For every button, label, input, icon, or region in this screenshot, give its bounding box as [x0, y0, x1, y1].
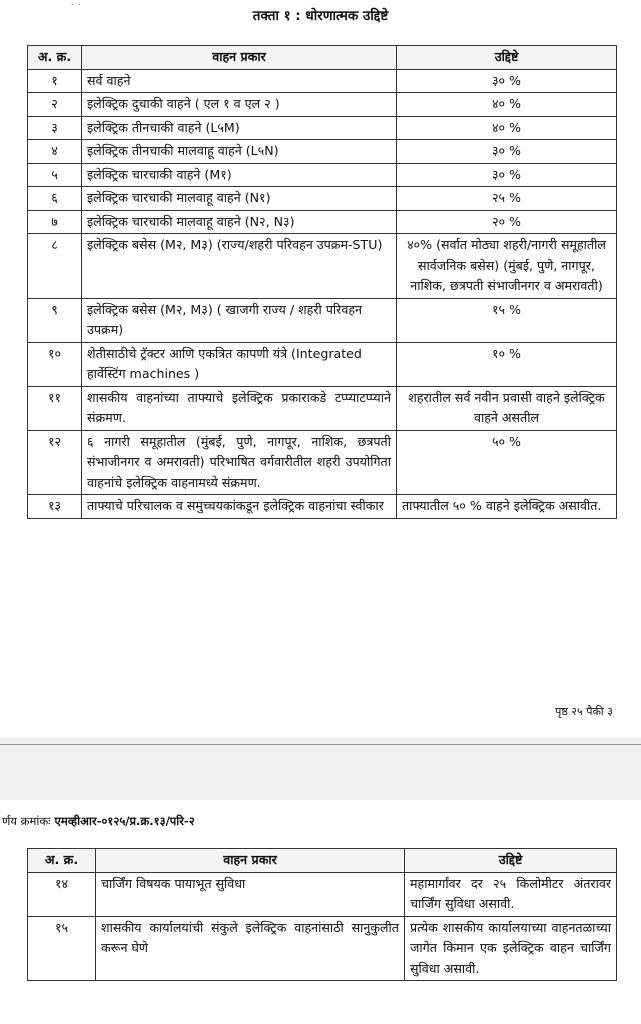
- row-number: ३: [28, 116, 82, 140]
- row-number: ८: [28, 234, 82, 299]
- row-number: १५: [28, 916, 96, 981]
- row-vehicle: इलेक्ट्रिक बसेस (M२, M३) ( खाजगी राज्य / शहरी परिवहन उपक्रम): [82, 298, 397, 342]
- row-target: ४० %: [397, 93, 617, 117]
- header-target: उद्दिष्टे: [397, 46, 617, 70]
- row-vehicle: इलेक्ट्रिक दुचाकी वाहने ( एल १ व एल २ ): [82, 93, 397, 117]
- table-row: [28, 210, 617, 234]
- header-sr-no: अ. क्र.: [28, 46, 82, 70]
- table-row: [28, 430, 617, 495]
- row-vehicle: इलेक्ट्रिक चारचाकी मालवाहू वाहने (N१): [82, 187, 397, 211]
- header-vehicle-type: वाहन प्रकार: [96, 849, 405, 873]
- row-target: ४०% (सर्वात मोठ्या शहरी/नागरी समूहातील सार्वजनिक बसेस) (मुंबई, पुणे, नागपूर, नाशिक, छत्रपती संभाजीनगर व अमरावती): [397, 234, 617, 299]
- row-target: १५ %: [397, 298, 617, 342]
- row-number: ४: [28, 140, 82, 164]
- table-row: [28, 163, 617, 187]
- row-vehicle: शासकीय वाहनांच्या ताफ्याचे इलेक्ट्रिक प्रकाराकडे टप्प्याटप्प्याने संक्रमण.: [82, 386, 397, 430]
- row-number: १०: [28, 342, 82, 386]
- header-target: उद्दिष्टे: [405, 849, 617, 873]
- table-row: [28, 187, 617, 211]
- row-target: ५० %: [397, 430, 617, 495]
- row-number: १४: [28, 872, 96, 916]
- row-number: ६: [28, 187, 82, 211]
- row-target: २५ %: [397, 187, 617, 211]
- row-target: १० %: [397, 342, 617, 386]
- row-number: १३: [28, 495, 82, 519]
- document-page-2: [0, 800, 641, 1024]
- row-vehicle: इलेक्ट्रिक चारचाकी वाहने (M१): [82, 163, 397, 187]
- table-row: [28, 298, 617, 342]
- header-sr-no: अ. क्र.: [28, 849, 96, 873]
- policy-targets-table-continued: [27, 848, 617, 981]
- policy-targets-table: [27, 45, 617, 519]
- row-target: शहरातील सर्व नवीन प्रवासी वाहने इलेक्ट्रिक वाहने असतील: [397, 386, 617, 430]
- table-title: तक्ता १ : धोरणात्मक उद्दिष्टे: [252, 8, 389, 24]
- row-target: ३० %: [397, 140, 617, 164]
- row-number: ९: [28, 298, 82, 342]
- row-number: १२: [28, 430, 82, 495]
- row-number: ११: [28, 386, 82, 430]
- table-header-row: [28, 849, 617, 873]
- row-vehicle: इलेक्ट्रिक तीनचाकी वाहने (L५M): [82, 116, 397, 140]
- table-row: [28, 116, 617, 140]
- row-target: २० %: [397, 210, 617, 234]
- table-row: [28, 386, 617, 430]
- gr-number-value: एमव्हीआर-०१२५/प्र.क्र.१३/परि-२: [54, 814, 195, 828]
- row-vehicle: चार्जिंग विषयक पायाभूत सुविधा: [96, 872, 405, 916]
- row-vehicle: इलेक्ट्रिक बसेस (M२, M३) (राज्य/शहरी परिवहन उपक्रम-STU): [82, 234, 397, 299]
- table-row: [28, 69, 617, 93]
- row-number: ७: [28, 210, 82, 234]
- row-vehicle: शासकीय कार्यालयांची संकुले इलेक्ट्रिक वाहनांसाठी सानुकुलीत करून घेणे: [96, 916, 405, 981]
- page-gap: [0, 738, 641, 800]
- row-vehicle: शेतीसाठीचे ट्रॅक्टर आणि एकत्रित कापणी यंत्रे (Integrated हार्वेस्टिंग machines ): [82, 342, 397, 386]
- header-vehicle-type: वाहन प्रकार: [82, 46, 397, 70]
- row-vehicle: इलेक्ट्रिक चारचाकी मालवाहू वाहने (N२, N३): [82, 210, 397, 234]
- row-target: महामार्गांवर दर २५ किलोमीटर अंतरावर चार्जिंग सुविधा असावी.: [405, 872, 617, 916]
- row-target: ४० %: [397, 116, 617, 140]
- table-row: [28, 93, 617, 117]
- page-edge-mark: ٠ ٠: [70, 0, 82, 9]
- row-vehicle: ६ नागरी समूहातील (मुंबई, पुणे, नागपूर, नाशिक, छत्रपती संभाजीनगर व अमरावती) परिभाषित वर्गवारीतील शहरी उपयोगिता वाहनांचे इलेक्ट्रिक वाहनामध्ये संक्रमण.: [82, 430, 397, 495]
- row-target: ३० %: [397, 163, 617, 187]
- row-number: २: [28, 93, 82, 117]
- row-vehicle: ताफ्याचे परिचालक व समुच्चयकांकडून इलेक्ट्रिक वाहनांचा स्वीकार: [82, 495, 397, 519]
- gr-header: [2, 814, 195, 829]
- table-row: [28, 234, 617, 299]
- row-number: ५: [28, 163, 82, 187]
- row-target: ३० %: [397, 69, 617, 93]
- row-number: १: [28, 69, 82, 93]
- table-row: [28, 872, 617, 916]
- row-target: ताफ्यातील ५० % वाहने इलेक्ट्रिक असावीत.: [397, 495, 617, 519]
- table-row: [28, 916, 617, 981]
- row-vehicle: इलेक्ट्रिक तीनचाकी मालवाहू वाहने (L५N): [82, 140, 397, 164]
- page-number: पृष्ठ २५ पैकी ३: [555, 705, 613, 718]
- table-row: [28, 495, 617, 519]
- table-row: [28, 140, 617, 164]
- table-header-row: [28, 46, 617, 70]
- table-row: [28, 342, 617, 386]
- gr-number-label: र्णय क्रमांकः: [2, 814, 51, 828]
- row-vehicle: सर्व वाहने: [82, 69, 397, 93]
- page-divider: [0, 744, 641, 745]
- row-target: प्रत्येक शासकीय कार्यालयाच्या वाहनतळाच्या जागेत किमान एक इलेक्ट्रिक वाहन चार्जिंग सुविधा असावी.: [405, 916, 617, 981]
